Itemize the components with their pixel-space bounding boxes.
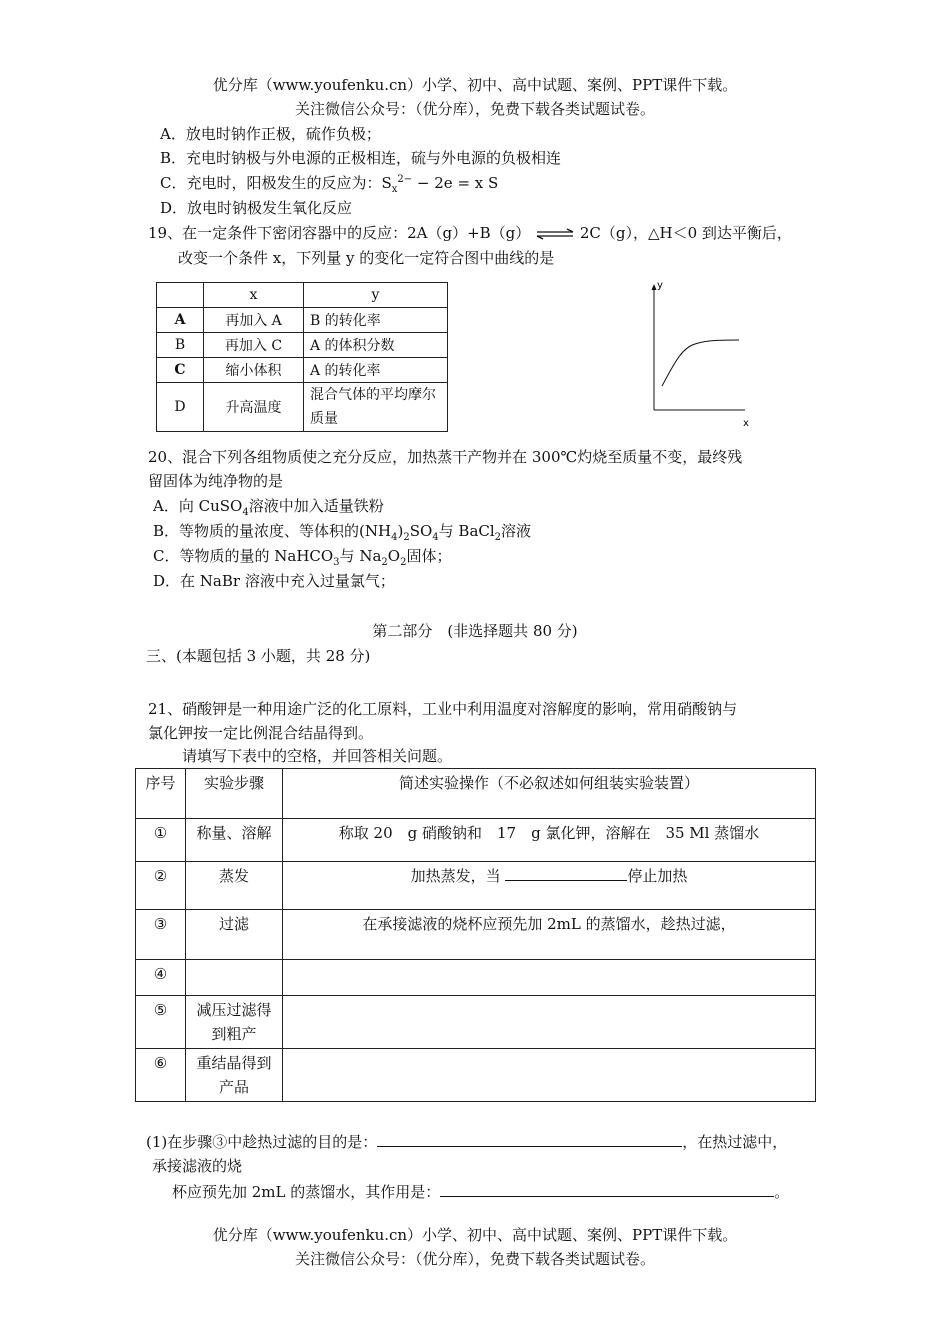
table-cell: 升高温度 xyxy=(204,383,304,432)
table-cell[interactable] xyxy=(283,1049,816,1102)
q19-graph xyxy=(645,278,765,428)
q21-stem: 21、硝酸钾是一种用途广泛的化工原料，工业中利用温度对溶解度的影响，常用硝酸钠与 xyxy=(148,700,738,718)
table-row xyxy=(136,1049,816,1102)
table-row xyxy=(136,996,816,1049)
table-row xyxy=(157,383,448,432)
table-cell: 称量、溶解 xyxy=(186,819,283,862)
table-cell: 加热蒸发，当 停止加热 xyxy=(283,862,816,910)
q21-stem-line3: 请填写下表中的空格，并回答相关问题。 xyxy=(182,747,453,765)
q21-sub1: (1)在步骤③中趁热过滤的目的是： ，在热过滤中， xyxy=(146,1130,787,1153)
table-cell: 减压过滤得到粗产 xyxy=(186,996,283,1049)
q18-option-b: B．充电时钠极与外电源的正极相连，硫与外电源的负极相连 xyxy=(160,149,562,167)
table-cell[interactable] xyxy=(283,960,816,996)
table-cell: y xyxy=(304,283,448,308)
q19-stem-line2: 改变一个条件 x，下列量 y 的变化一定符合图中曲线的是 xyxy=(178,249,555,267)
table-row xyxy=(157,333,448,358)
table-header-row xyxy=(136,769,816,819)
table-cell: 实验步骤 xyxy=(186,769,283,819)
table-cell: ① xyxy=(136,819,186,862)
table-row xyxy=(136,862,816,910)
table-cell: x xyxy=(204,283,304,308)
q20-stem: 20、混合下列各组物质使之充分反应，加热蒸干产物并在 300℃灼烧至质量不变，最终残 xyxy=(148,448,743,466)
table-row xyxy=(157,308,448,333)
header-line-1: 优分库（www.youfenku.cn）小学、初中、高中试题、案例、PPT课件下载。 xyxy=(212,76,738,94)
q21-stem-line2: 氯化钾按一定比例混合结晶得到。 xyxy=(148,724,374,742)
table-cell[interactable] xyxy=(283,996,816,1049)
q18-option-c: C．充电时，阳极发生的反应为：$S_x^{2-} - 2e = x$ S xyxy=(160,174,499,195)
table-cell: D xyxy=(157,383,204,432)
q20-stem-line2: 留固体为纯净物的是 xyxy=(148,472,284,490)
table-cell: ⑥ xyxy=(136,1049,186,1102)
equilibrium-arrow-icon xyxy=(535,228,575,240)
part2-title: 第二部分 (非选择题共 80 分) xyxy=(372,622,578,640)
answer-blank[interactable] xyxy=(377,1130,682,1147)
table-cell: ④ xyxy=(136,960,186,996)
table-cell: ③ xyxy=(136,910,186,960)
table-cell: 重结晶得到产品 xyxy=(186,1049,283,1102)
y-axis-label: y xyxy=(657,280,663,291)
table-cell xyxy=(157,283,204,308)
table-cell: A 的体积分数 xyxy=(304,333,448,358)
table-cell: 再加入 C xyxy=(204,333,304,358)
header-line-2: 关注微信公众号：（优分库），免费下载各类试题试卷。 xyxy=(294,100,655,118)
q21-sub1-line2: 承接滤液的烧 xyxy=(152,1157,243,1175)
table-cell: B 的转化率 xyxy=(304,308,448,333)
answer-blank[interactable] xyxy=(505,864,627,881)
q18-option-d: D．放电时钠极发生氧化反应 xyxy=(160,199,353,217)
footer-line-2: 关注微信公众号：（优分库），免费下载各类试题试卷。 xyxy=(294,1250,655,1268)
table-cell xyxy=(186,960,283,996)
table-cell: 缩小体积 xyxy=(204,358,304,383)
table-cell: 再加入 A xyxy=(204,308,304,333)
table-row xyxy=(136,819,816,862)
table-row xyxy=(136,910,816,960)
q19-table xyxy=(156,282,448,432)
table-cell: 在承接滤液的烧杯应预先加 2mL 的蒸馏水，趁热过滤， xyxy=(283,910,816,960)
q20-option-a: A．向 CuSO$_4$溶液中加入适量铁粉 xyxy=(153,497,384,518)
q21-sub1-line3: 杯应预先加 2mL 的蒸馏水，其作用是： 。 xyxy=(172,1180,789,1203)
table-cell: 简述实验操作（不必叙述如何组装实验装置） xyxy=(283,769,816,819)
table-cell: A xyxy=(157,308,204,333)
table-cell: A 的转化率 xyxy=(304,358,448,383)
table-cell: 序号 xyxy=(136,769,186,819)
table-cell: 称取 20 g 硝酸钠和 17 g 氯化钾，溶解在 35 Ml 蒸馏水 xyxy=(283,819,816,862)
table-row xyxy=(136,960,816,996)
q19-stem: 19、在一定条件下密闭容器中的反应：2A（g）+B（g） 2C（g），△H＜0 到达平衡后， xyxy=(148,224,792,242)
table-cell: ② xyxy=(136,862,186,910)
answer-blank[interactable] xyxy=(440,1180,774,1197)
table-cell: 混合气体的平均摩尔质量 xyxy=(304,383,448,432)
q20-option-b: B．等物质的量浓度、等体积的$(NH_4)_2SO_4$与 BaCl$_2$溶液 xyxy=(153,522,532,543)
part2-section: 三、(本题包括 3 小题，共 28 分) xyxy=(146,647,371,665)
y-axis-arrow-icon xyxy=(652,284,657,290)
q20-option-c: C．等物质的量的 NaHCO$_3$与 $Na_2O_2$固体； xyxy=(153,547,452,568)
table-header-row xyxy=(157,283,448,308)
table-cell: 过滤 xyxy=(186,910,283,960)
table-cell: B xyxy=(157,333,204,358)
table-cell: ⑤ xyxy=(136,996,186,1049)
footer-line-1: 优分库（www.youfenku.cn）小学、初中、高中试题、案例、PPT课件下载。 xyxy=(212,1226,738,1244)
q20-option-d: D．在 NaBr 溶液中充入过量氯气； xyxy=(153,572,395,590)
table-cell: 蒸发 xyxy=(186,862,283,910)
curve xyxy=(662,340,739,386)
q21-table xyxy=(135,768,816,1102)
table-cell: C xyxy=(157,358,204,383)
x-axis-label: x xyxy=(743,418,749,428)
q18-option-a: A．放电时钠作正极，硫作负极； xyxy=(160,125,381,143)
table-row xyxy=(157,358,448,383)
